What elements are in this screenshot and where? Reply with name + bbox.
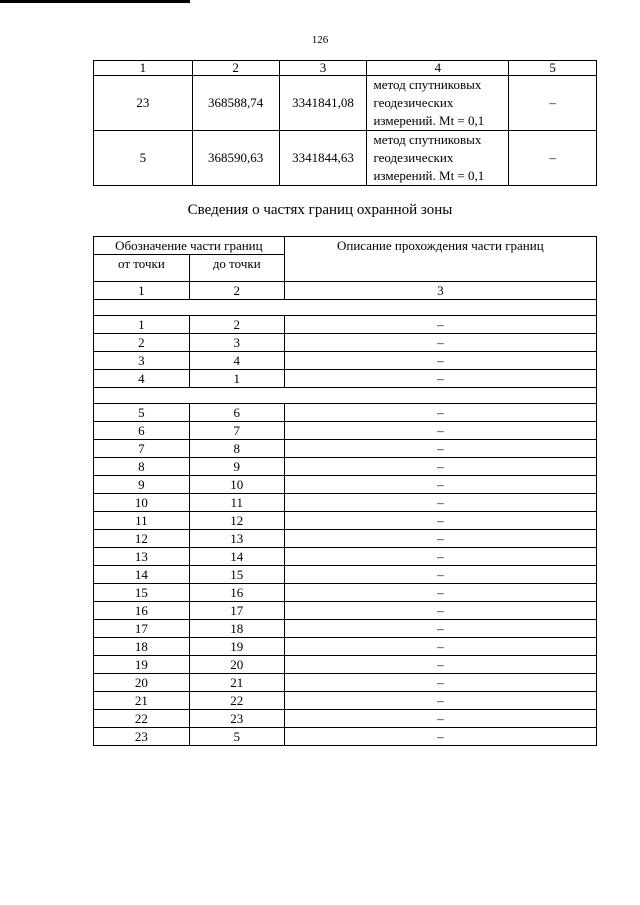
col-number-4: 4 [367, 61, 509, 76]
boundary-part-row [94, 458, 597, 476]
boundary-part-row [94, 602, 597, 620]
from-point: 1 [94, 316, 190, 334]
from-point: 15 [94, 584, 190, 602]
method-line: метод спутниковых [373, 77, 482, 92]
designation-header: Обозначение части границ [94, 237, 285, 255]
to-point: 9 [189, 458, 284, 476]
part-description: – [284, 458, 596, 476]
parts-column-numbers-row [94, 282, 597, 300]
from-point: 5 [94, 404, 190, 422]
to-point: 21 [189, 674, 284, 692]
to-point: 15 [189, 566, 284, 584]
part-description: – [284, 656, 596, 674]
from-point: 22 [94, 710, 190, 728]
parts-header-row [94, 237, 597, 255]
boundary-part-row [94, 674, 597, 692]
method-line: измерений. Mt = 0,1 [373, 113, 485, 128]
from-point: 9 [94, 476, 190, 494]
boundary-part-row [94, 728, 597, 746]
from-point: 8 [94, 458, 190, 476]
to-point: 3 [189, 334, 284, 352]
to-point: 1 [189, 370, 284, 388]
boundary-part-row [94, 638, 597, 656]
col-number-2: 2 [192, 61, 279, 76]
parts-col-number-1: 1 [94, 282, 190, 300]
to-point: 16 [189, 584, 284, 602]
boundary-part-row [94, 710, 597, 728]
coordinates-table [93, 60, 597, 186]
group-separator-row [94, 388, 597, 404]
from-point-header: от точки [94, 255, 190, 282]
part-description: – [284, 620, 596, 638]
method-line: измерений. Mt = 0,1 [373, 168, 485, 183]
col-number-1: 1 [94, 61, 193, 76]
boundary-parts-table-body [94, 237, 597, 746]
parts-col-number-3: 3 [284, 282, 596, 300]
part-description: – [284, 566, 596, 584]
boundary-parts-table [93, 236, 597, 746]
from-point: 21 [94, 692, 190, 710]
col-number-3: 3 [279, 61, 367, 76]
y-coordinate: 3341844,63 [279, 131, 367, 186]
to-point: 23 [189, 710, 284, 728]
part-description: – [284, 404, 596, 422]
from-point: 11 [94, 512, 190, 530]
boundary-part-row [94, 566, 597, 584]
to-point: 17 [189, 602, 284, 620]
part-description: – [284, 710, 596, 728]
part-description: – [284, 494, 596, 512]
to-point: 5 [189, 728, 284, 746]
to-point: 18 [189, 620, 284, 638]
from-point: 20 [94, 674, 190, 692]
boundary-part-row [94, 352, 597, 370]
part-description: – [284, 602, 596, 620]
from-point: 18 [94, 638, 190, 656]
from-point: 19 [94, 656, 190, 674]
part-description: – [284, 638, 596, 656]
part-description: – [284, 584, 596, 602]
from-point: 13 [94, 548, 190, 566]
part-description: – [284, 370, 596, 388]
description-header: Описание прохождения части границ [284, 237, 596, 282]
x-coordinate: 368590,63 [192, 131, 279, 186]
from-point: 14 [94, 566, 190, 584]
method-line: геодезических [373, 150, 454, 165]
boundary-part-row [94, 620, 597, 638]
part-description: – [284, 316, 596, 334]
part-description: – [284, 512, 596, 530]
method-description [367, 131, 509, 186]
top-border-line [0, 0, 190, 3]
to-point: 10 [189, 476, 284, 494]
part-description: – [284, 476, 596, 494]
boundary-part-row [94, 440, 597, 458]
from-point: 10 [94, 494, 190, 512]
part-description: – [284, 692, 596, 710]
from-point: 23 [94, 728, 190, 746]
part-description: – [284, 334, 596, 352]
to-point: 11 [189, 494, 284, 512]
to-point: 8 [189, 440, 284, 458]
boundary-part-row [94, 584, 597, 602]
boundary-part-row [94, 494, 597, 512]
group-separator-row [94, 300, 597, 316]
from-point: 4 [94, 370, 190, 388]
part-description: – [284, 548, 596, 566]
boundary-part-row [94, 316, 597, 334]
boundary-part-row [94, 334, 597, 352]
coordinates-header-row [94, 61, 597, 76]
boundary-part-row [94, 370, 597, 388]
from-point: 7 [94, 440, 190, 458]
to-point-header: до точки [189, 255, 284, 282]
to-point: 20 [189, 656, 284, 674]
parts-col-number-2: 2 [189, 282, 284, 300]
point-number: 5 [94, 131, 193, 186]
boundary-part-row [94, 530, 597, 548]
to-point: 12 [189, 512, 284, 530]
boundary-part-row [94, 548, 597, 566]
group-separator-cell [94, 388, 597, 404]
to-point: 2 [189, 316, 284, 334]
to-point: 7 [189, 422, 284, 440]
part-description: – [284, 440, 596, 458]
group-separator-cell [94, 300, 597, 316]
extra-value: – [509, 76, 597, 131]
boundary-part-row [94, 656, 597, 674]
page-number: 126 [311, 34, 329, 46]
method-description [367, 76, 509, 131]
coordinates-row [94, 131, 597, 186]
col-number-5: 5 [509, 61, 597, 76]
method-line: метод спутниковых [373, 132, 482, 147]
from-point: 16 [94, 602, 190, 620]
from-point: 6 [94, 422, 190, 440]
part-description: – [284, 352, 596, 370]
boundary-part-row [94, 404, 597, 422]
coordinates-table-body [94, 61, 597, 186]
part-description: – [284, 728, 596, 746]
to-point: 19 [189, 638, 284, 656]
part-description: – [284, 674, 596, 692]
point-number: 23 [94, 76, 193, 131]
to-point: 4 [189, 352, 284, 370]
from-point: 17 [94, 620, 190, 638]
boundary-part-row [94, 422, 597, 440]
boundary-part-row [94, 692, 597, 710]
x-coordinate: 368588,74 [192, 76, 279, 131]
section-title: Сведения о частях границ охранной зоны [187, 202, 453, 218]
from-point: 2 [94, 334, 190, 352]
boundary-part-row [94, 476, 597, 494]
part-description: – [284, 422, 596, 440]
method-line: геодезических [373, 95, 454, 110]
to-point: 14 [189, 548, 284, 566]
to-point: 22 [189, 692, 284, 710]
from-point: 3 [94, 352, 190, 370]
y-coordinate: 3341841,08 [279, 76, 367, 131]
boundary-part-row [94, 512, 597, 530]
coordinates-row [94, 76, 597, 131]
to-point: 13 [189, 530, 284, 548]
extra-value: – [509, 131, 597, 186]
part-description: – [284, 530, 596, 548]
from-point: 12 [94, 530, 190, 548]
to-point: 6 [189, 404, 284, 422]
